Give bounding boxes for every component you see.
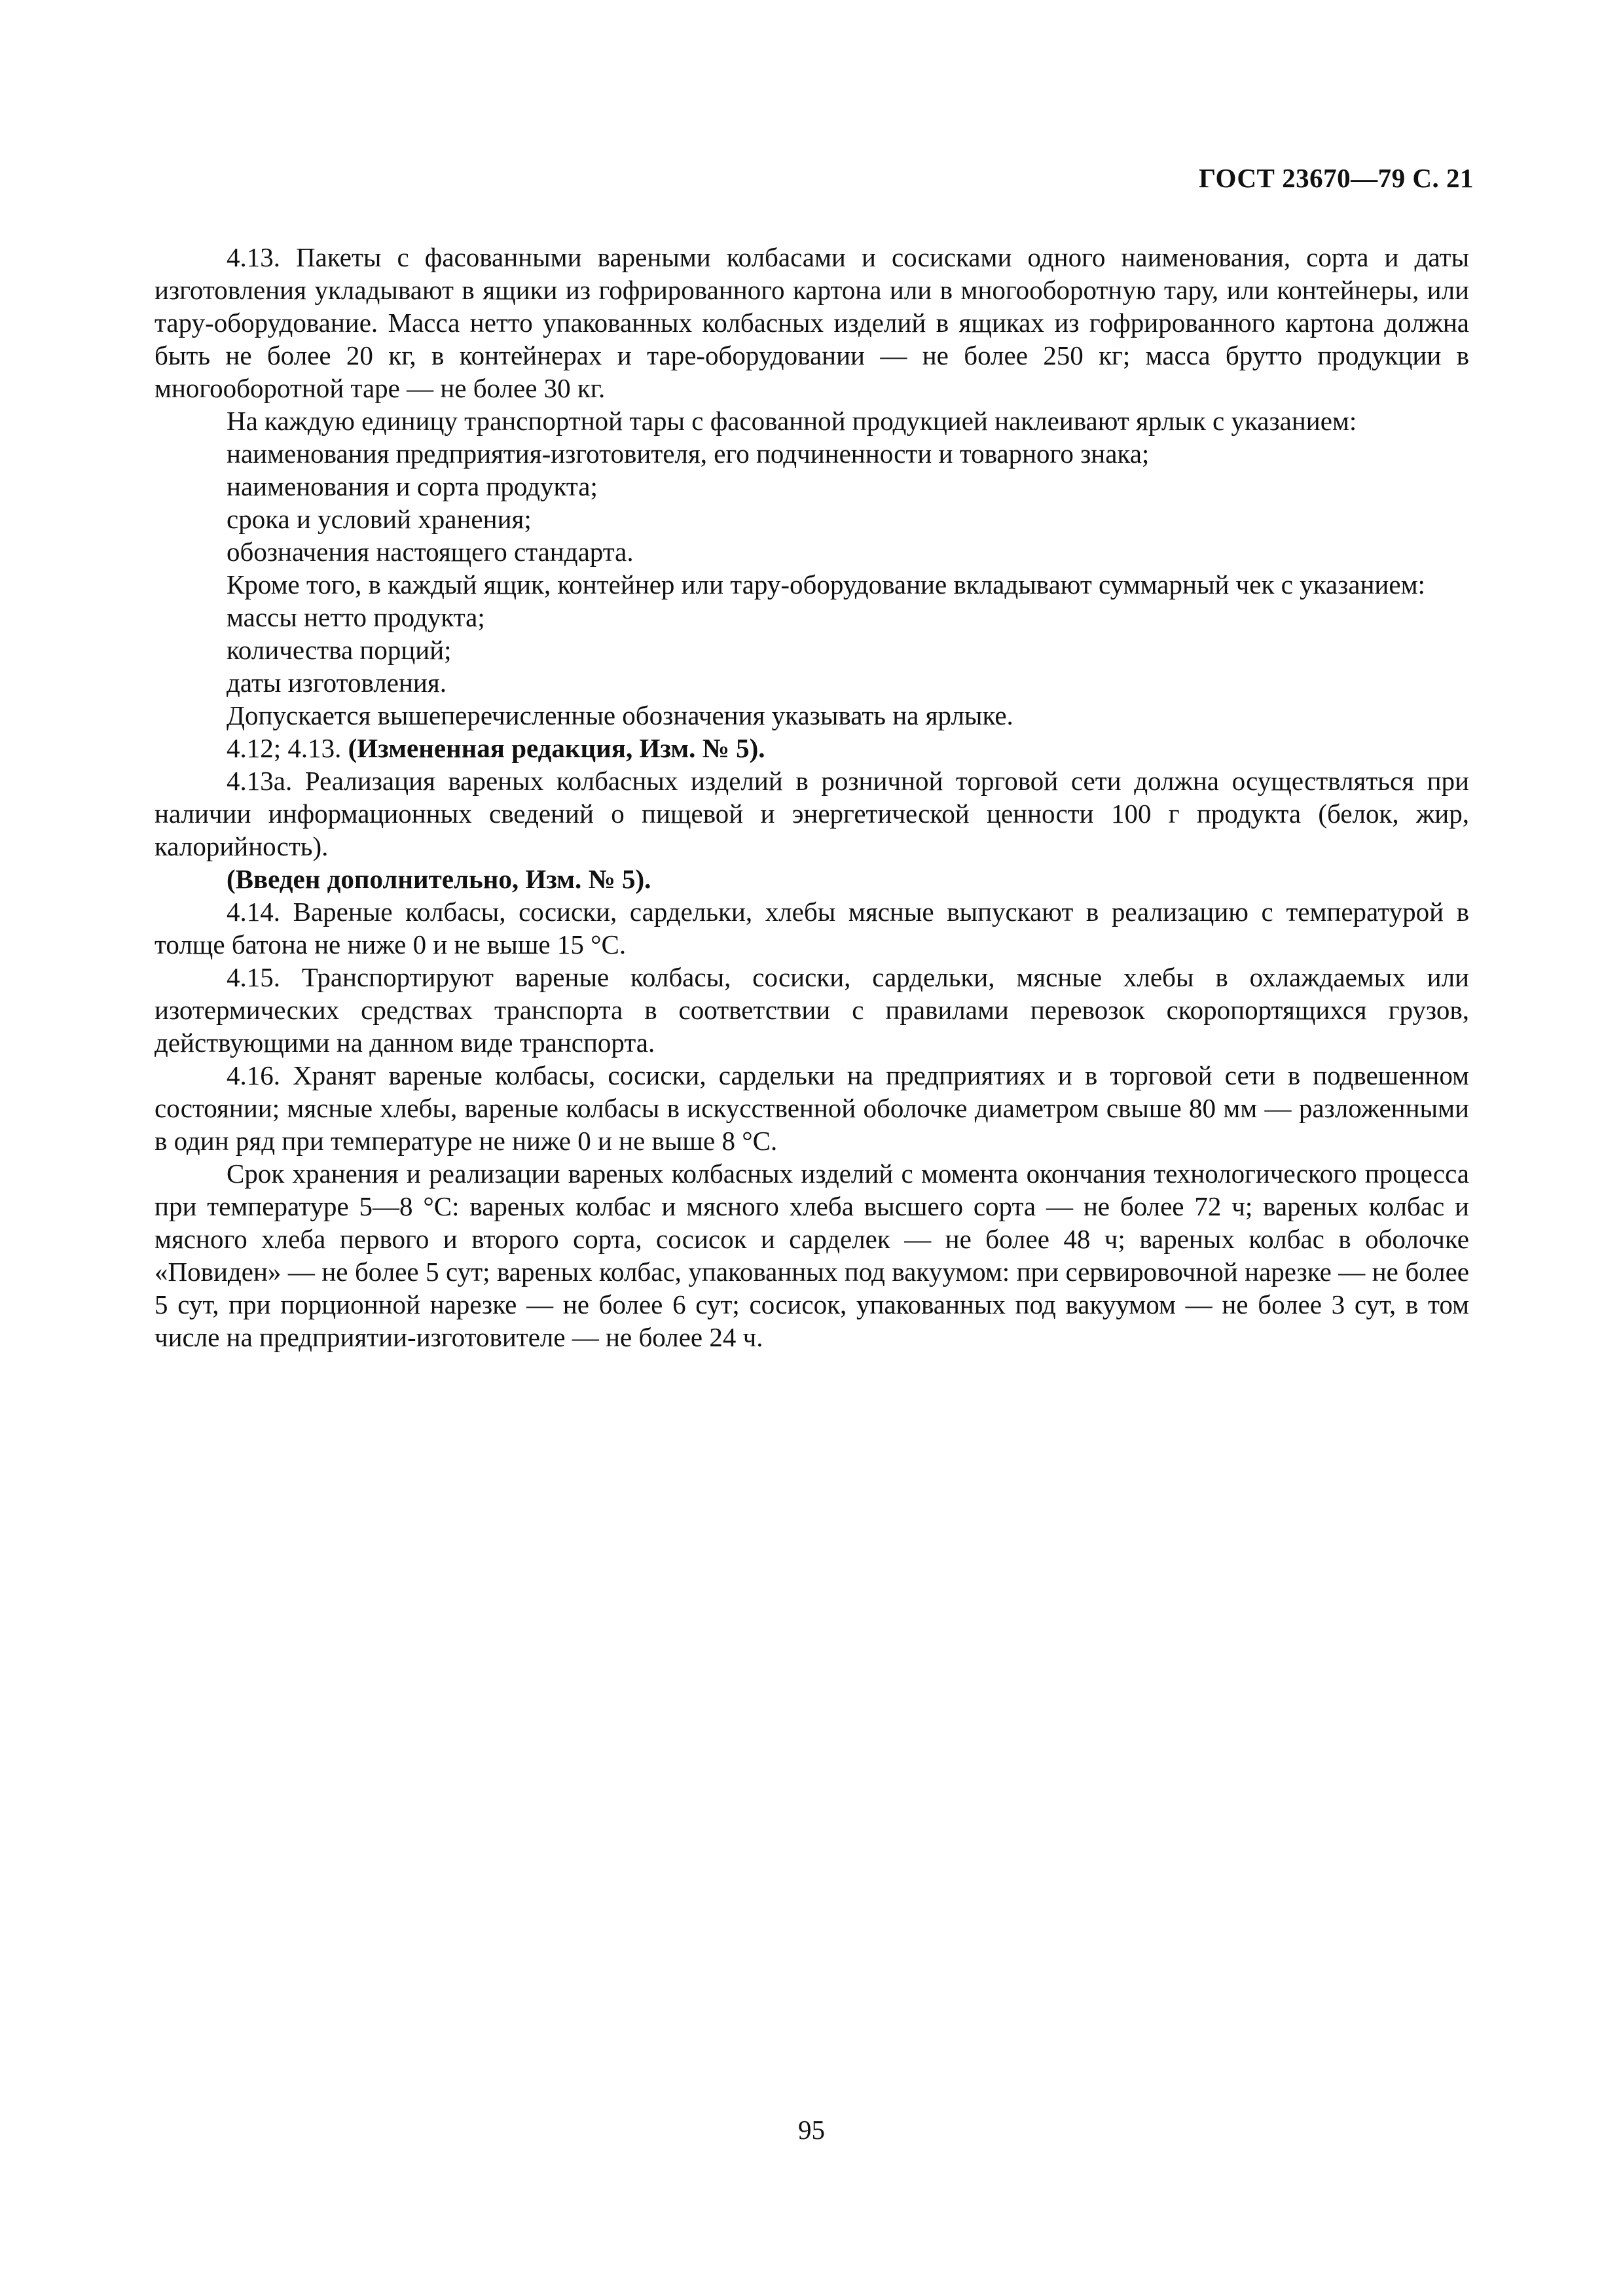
paragraph-added-note: (Введен дополнительно, Изм. № 5).	[227, 864, 651, 894]
list-item: наименования и сорта продукта;	[227, 471, 598, 501]
paragraph-label-intro: На каждую единицу транспортной тары с фасованной продукцией наклеивают ярлык с указанием:	[227, 406, 1357, 436]
page-number: 95	[798, 2115, 825, 2145]
page-header: ГОСТ 23670—79 С. 21	[1198, 163, 1474, 193]
paragraph-4-16: 4.16. Хранят вареные колбасы, сосиски, сардельки на предприятиях и в торговой сети в подвешенном состоянии; мясные хлебы, вареные колбасы в искусственной оболочке диаметром свыше 80 мм — разложенными в один ряд при температуре не ниже 0 и не выше 8 °С.	[155, 1060, 1469, 1156]
list-item: обозначения настоящего стандарта.	[227, 537, 634, 567]
paragraph-allowance: Допускается вышеперечисленные обозначения указывать на ярлыке.	[227, 700, 1013, 730]
list-item: срока и условий хранения;	[227, 504, 532, 534]
paragraph-storage-terms: Срок хранения и реализации вареных колбасных изделий с момента окончания технологического процесса при температуре 5—8 °С: вареных колбас и мясного хлеба высшего сорта — не более 72 ч; вареных колбас и мясного хлеба первого и второго сорта, сосисок и сарделек — не более 48 ч; вареных колбас в оболочке «Повиден» — не более 5 сут; вареных колбас, упакованных под вакуумом: при сервировочной нарезке — не более 5 сут, при порционной нарезке — не более 6 сут; сосисок, упакованных под вакуумом — не более 3 сут, в том числе на предприятии-изготовителе — не более 24 ч.	[155, 1158, 1469, 1352]
paragraph-4-13: 4.13. Пакеты с фасованными вареными колбасами и сосисками одного наименования, сорта и даты изготовления укладывают в ящики из гофрированного картона или в многооборотную тару, или контейнеры, или тару-оборудование. Масса нетто упакованных колбасных изделий в ящиках из гофрированного картона должна быть не более 20 кг, в контейнерах и таре-оборудовании — не более 250 кг; масса брутто продукции в многооборотной таре — не более 30 кг.	[155, 242, 1469, 403]
list-item: массы нетто продукта;	[227, 602, 485, 632]
document-body	[155, 241, 1469, 1354]
revision-note-bold: (Измененная редакция, Изм. № 5).	[348, 733, 765, 763]
revision-ref: 4.12; 4.13.	[227, 733, 348, 763]
paragraph-4-13a: 4.13а. Реализация вареных колбасных изделий в розничной торговой сети должна осуществляться при наличии информационных сведений о пищевой и энергетической ценности 100 г продукта (белок, жир, калорийность).	[155, 766, 1469, 861]
list-item: наименования предприятия-изготовителя, его подчиненности и товарного знака;	[227, 439, 1150, 469]
list-item: количества порций;	[227, 635, 452, 665]
list-item: даты изготовления.	[227, 668, 447, 698]
paragraph-revision-note	[155, 732, 1469, 764]
paragraph-4-14: 4.14. Вареные колбасы, сосиски, сардельки, хлебы мясные выпускают в реализацию с температурой в толще батона не ниже 0 и не выше 15 °С.	[155, 897, 1469, 960]
paragraph-check-intro: Кроме того, в каждый ящик, контейнер или тару-оборудование вкладывают суммарный чек с указанием:	[227, 569, 1425, 600]
paragraph-4-15: 4.15. Транспортируют вареные колбасы, сосиски, сардельки, мясные хлебы в охлаждаемых или изотермических средствах транспорта в соответствии с правилами перевозок скоропортящихся грузов, действующими на данном виде транспорта.	[155, 962, 1469, 1058]
